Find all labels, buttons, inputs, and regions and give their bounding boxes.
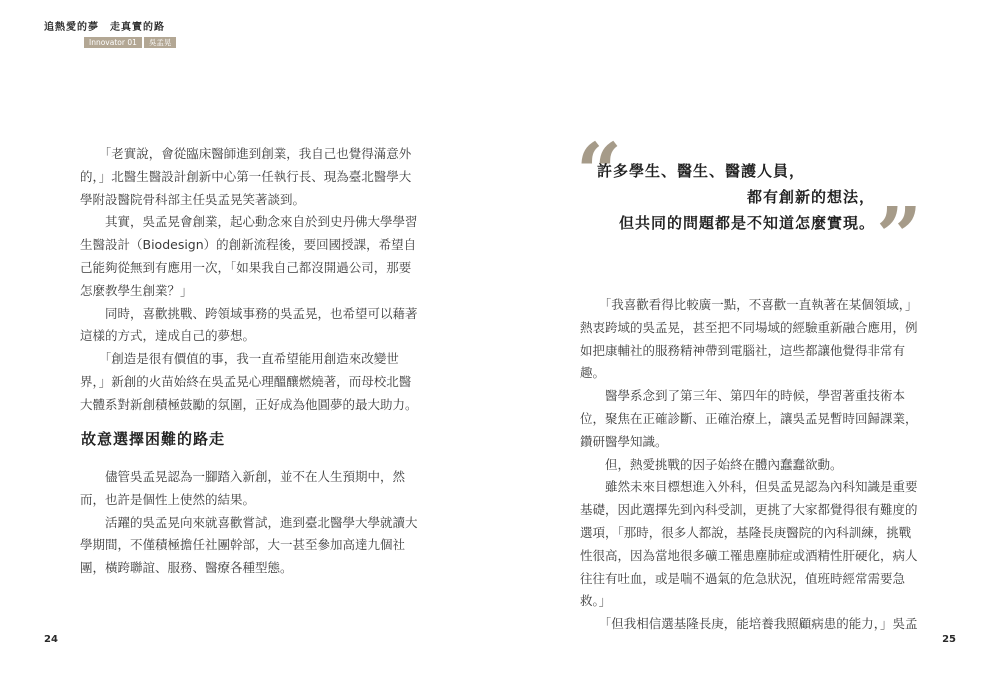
close-quote-icon: ” [876, 189, 923, 283]
innovator-tag: Innovator 01 [84, 37, 142, 48]
right-paragraph-5: 「但我相信選基隆長庚，能培養我照顧病患的能力，」吳孟 [598, 616, 918, 632]
right-paragraph-2: 醫學系念到了第三年、第四年的時候，學習著重技術本位，聚焦在正確診斷、正確治療上，讓吳孟晃暫時回歸課業，鑽研醫學知識。 [580, 388, 918, 449]
name-tag: 吳孟晃 [144, 37, 177, 48]
header-tags [84, 37, 176, 48]
series-title: 追熱愛的夢 走真實的路 [44, 22, 165, 33]
right-paragraph-1: 「我喜歡看得比較廣一點，不喜歡一直執著在某個領域，」熱衷跨域的吳孟晃，甚至把不同場域的經驗重新融合應用，例如把康輔社的服務精神帶到電腦社，這些都讓他覺得非常有趣。 [580, 297, 918, 381]
pull-quote [597, 158, 875, 236]
running-header [44, 22, 176, 48]
left-paragraph-1: 「老實說，會從臨床醫師進到創業，我自己也覺得滿意外的，」北醫生醫設計創新中心第一任執行長、現為臺北醫學大學附設醫院骨科部主任吳孟晃笑著談到。 [80, 146, 412, 207]
page-number-left: 24 [44, 634, 58, 645]
page-number-right: 25 [942, 634, 956, 645]
pull-quote-line-2: 都有創新的想法， [746, 188, 875, 206]
right-paragraph-4: 雖然未來目標想進入外科，但吳孟晃認為內科知識是重要基礎，因此選擇先到內科受訓，更挑了大家都覺得很有難度的選項，「那時，很多人都說，基隆長庚醫院的內科訓練，挑戰性很高，因為當地很多礦工罹患塵肺症或酒精性肝硬化，病人往往有吐血，或是喘不過氣的危急狀況，值班時經常需要急救。」 [580, 479, 918, 609]
section-heading: 故意選擇困難的路走 [81, 430, 226, 448]
section-paragraph-1: 儘管吳孟晃認為一腳踏入新創，並不在人生預期中，然而，也許是個性上使然的結果。 [80, 469, 406, 507]
left-paragraph-2: 其實，吳孟晃會創業，起心動念來自於到史丹佛大學學習生醫設計（Biodesign）的創新流程後，要回國授課，希望自己能夠從無到有應用一次，「如果我自己都沒開過公司，那要怎麼教學生創業？」 [80, 214, 418, 298]
pull-quote-line-1: 許多學生、醫生、醫護人員， [596, 162, 805, 180]
left-paragraph-3: 同時，喜歡挑戰、跨領域事務的吳孟晃，也希望可以藉著這樣的方式，達成自己的夢想。 [80, 305, 418, 344]
pull-quote-line-3: 但共同的問題都是不知道怎麼實現。 [618, 214, 875, 232]
section-paragraph-2: 活躍的吳孟晃向來就喜歡嘗試，進到臺北醫學大學就讀大學期間，不僅積極擔任社團幹部，大一甚至參加高達九個社團，橫跨聯誼、服務、醫療各種型態。 [80, 514, 418, 576]
left-body-text [80, 143, 420, 417]
right-body-text [580, 294, 920, 636]
right-paragraph-3: 但，熱愛挑戰的因子始終在體內蠢蠢欲動。 [605, 456, 843, 472]
left-section-text [80, 466, 420, 580]
left-paragraph-4: 「創造是很有價值的事，我一直希望能用創造來改變世界，」新創的火苗始終在吳孟晃心理醞釀燃燒著，而母校北醫大體系對新創積極鼓勵的氛圍，正好成為他圓夢的最大助力。 [80, 351, 418, 412]
open-quote-icon: “ [576, 125, 623, 219]
